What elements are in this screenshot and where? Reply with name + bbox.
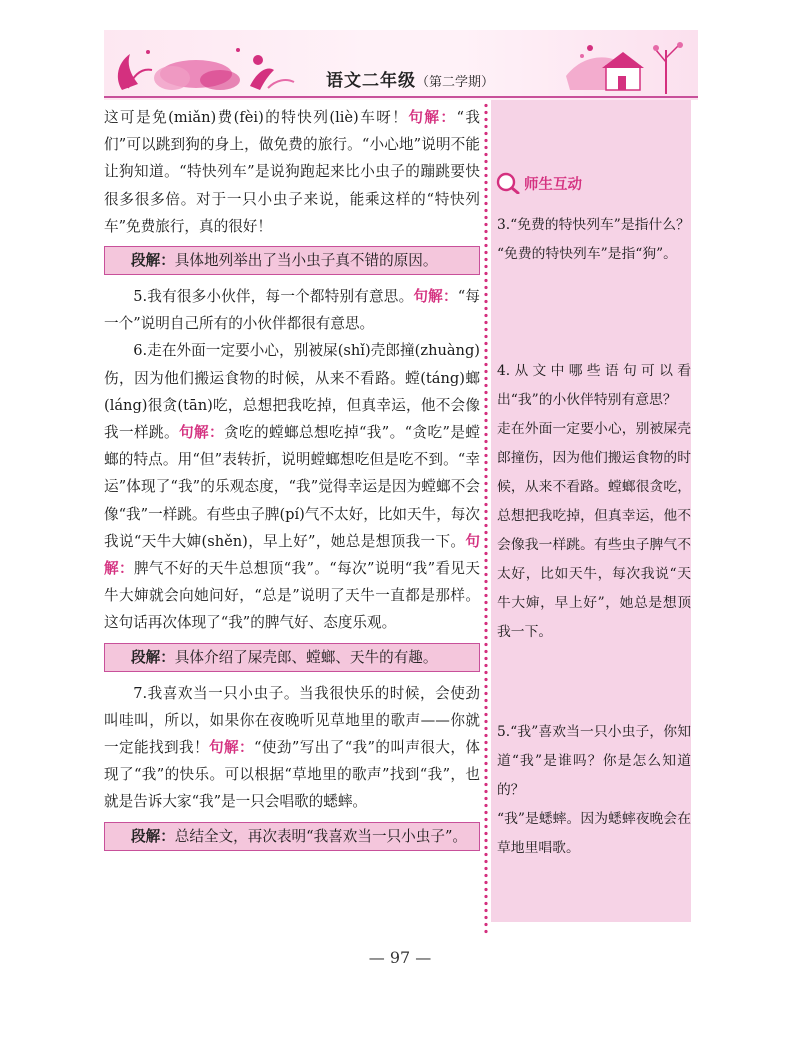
- paragraph-summary-box: [104, 246, 480, 275]
- paragraph-summary-box: [104, 643, 480, 672]
- magnifier-icon: [494, 172, 520, 194]
- decorative-house-tree-right: [560, 36, 700, 98]
- summary-text: 具体介绍了屎壳郎、螳螂、天牛的有趣。: [174, 648, 438, 666]
- body-text: 这可是免(miǎn)费(fèi)的特快列(liè)车呀！: [104, 109, 409, 126]
- summary-text: 具体地列举出了当小虫子真不错的原因。: [174, 252, 438, 270]
- qa-item-5: [497, 718, 691, 863]
- qa-item-4: [497, 357, 691, 647]
- body-text: “我们”可以跳到狗的身上，做免费的旅行。“小心地”说明不能让狗知道。“特快列车”是说狗跑起来比小虫子的蹦跳要快很多很多倍。对于一只小虫子来说，能乘这样的“特快列车”免费旅行，真的很好！: [104, 109, 480, 235]
- header-divider: [104, 96, 698, 98]
- summary-text: 总结全文，再次表明“我喜欢当一只小虫子”。: [174, 827, 468, 845]
- summary-label: 段解：: [131, 648, 175, 666]
- question-4: 4.从文中哪些语句可以看出“我”的小伙伴特别有意思？: [497, 363, 691, 408]
- body-text: 6.走在外面一定要小心，别被屎(shǐ)壳郎撞(zhuàng)伤，因为他们搬运食物的时候，从来不看路。螳(táng)螂(láng)很贪(tān)吃，总想把我吃掉，但真幸运，他不会像我一样跳。: [104, 342, 480, 442]
- decorative-flowers-left: [108, 40, 308, 96]
- summary-label: 段解：: [131, 827, 175, 845]
- sentence-analysis-label: 句解：: [408, 109, 457, 126]
- sentence-analysis-label: 句解：: [208, 739, 254, 757]
- body-text: “每一个”说明自己所有的小伙伴都很有意思。: [104, 288, 480, 333]
- summary-label: 段解：: [131, 252, 175, 270]
- question-5: 5.“我”喜欢当一只小虫子，你知道“我”是谁吗？你是怎么知道的？: [497, 724, 691, 798]
- book-title: 语文二年级（第二学期）: [326, 71, 495, 91]
- body-text: 5.我有很多小伙伴，每一个都特别有意思。: [133, 288, 414, 306]
- body-paragraph: [104, 337, 480, 636]
- body-paragraph: [104, 680, 480, 816]
- sentence-analysis-label: 句解：: [413, 288, 458, 306]
- answer-4: 走在外面一定要小心，别被屎壳郎撞伤，因为他们搬运食物的时候，从来不看路。螳螂很贪吃，总想把我吃掉，但真幸运，他不会像我一样跳。有些虫子脾气不太好，比如天牛，每次我说“天牛大婶，早上好”，她总是想顶我一下。: [497, 421, 691, 640]
- body-text: 贪吃的螳螂总想吃掉“我”。“贪吃”是螳螂的特点。用“但”表转折，说明螳螂想吃但是吃不到。“幸运”体现了“我”的乐观态度，“我”觉得幸运是因为螳螂不会像“我”一样跳。有些虫子脾(pí)气不太好，比如天牛，每次我说“天牛大婶(shěn)，早上好”，她总是想顶我一下。: [104, 424, 480, 550]
- sentence-analysis-label: 句解：: [104, 532, 480, 578]
- paragraph-summary-box: [104, 822, 480, 851]
- body-text: 脾气不好的天牛总想顶“我”。“每次”说明“我”看见天牛大婶就会向她问好，“总是”说明了天牛一直都是那样。这句话再次体现了“我”的脾气好、态度乐观。: [104, 560, 480, 632]
- sidebar-title: 师生互动: [524, 176, 582, 193]
- body-text: “使劲”写出了“我”的叫声很大，体现了“我”的快乐。可以根据“草地里的歌声”找到“我”，也就是告诉大家“我”是一只会唱歌的蟋蟀。: [104, 739, 480, 811]
- page-number: — 97 —: [368, 948, 432, 967]
- sidebar-heading: [494, 172, 582, 194]
- qa-item-3: [497, 211, 691, 269]
- main-text-column: [104, 104, 480, 859]
- answer-5: “我”是蟋蟀。因为蟋蟀夜晚会在草地里唱歌。: [497, 811, 691, 856]
- answer-3: “免费的特快列车”是指“狗”。: [497, 246, 677, 262]
- column-divider-dotted: [484, 102, 488, 936]
- body-paragraph: [104, 104, 480, 240]
- body-paragraph: [104, 283, 480, 337]
- body-text: 7.我喜欢当一只小虫子。当我很快乐的时候，会使劲叫哇叫，所以，如果你在夜晚听见草地里的歌声——你就一定能找到我！: [104, 684, 480, 757]
- question-3: 3.“免费的特快列车”是指什么？: [497, 217, 690, 233]
- sentence-analysis-label: 句解：: [178, 424, 224, 442]
